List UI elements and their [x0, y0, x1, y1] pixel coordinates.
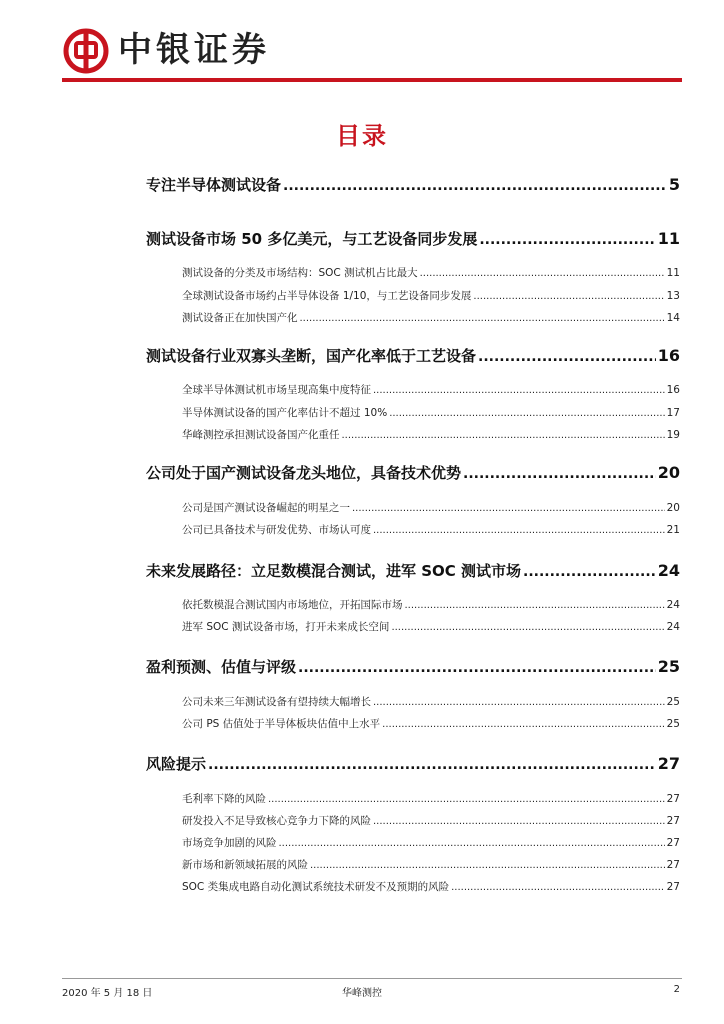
dot-leader	[463, 462, 656, 485]
toc-subsection-title: 进军 SOC 测试设备市场，打开未来成长空间	[182, 621, 390, 633]
toc-subsection[interactable]	[146, 716, 680, 732]
dot-leader	[373, 522, 665, 539]
toc-subsection-page: 27	[666, 859, 680, 871]
toc-section-page: 24	[657, 561, 680, 580]
toc-subsection-page: 19	[666, 429, 680, 441]
toc-subsection[interactable]	[146, 265, 680, 281]
toc-section-title: 盈利预测、估值与评级	[146, 658, 297, 676]
toc-subsection-page: 14	[666, 312, 680, 324]
toc-subsection-title: 半导体测试设备的国产化率估计不超过 10%	[182, 407, 388, 419]
toc-subsection[interactable]	[146, 382, 680, 398]
dot-leader	[310, 857, 665, 874]
dot-leader	[268, 791, 665, 808]
toc-subsection-page: 24	[666, 599, 680, 611]
toc-subsection-title: SOC 类集成电路自动化测试系统技术研发不及预期的风险	[182, 881, 450, 893]
toc-subsection-page: 21	[666, 524, 680, 536]
toc-subsection[interactable]	[146, 427, 680, 443]
brand-name: 中银证券	[118, 30, 270, 70]
dot-leader	[208, 753, 656, 776]
header-rule	[62, 78, 682, 82]
toc-subsection-title: 华峰测控承担测试设备国产化重任	[182, 429, 340, 441]
dot-leader	[389, 405, 664, 422]
toc-title: 目录	[336, 122, 388, 150]
toc-subsection-page: 27	[666, 815, 680, 827]
dot-leader	[382, 716, 664, 733]
toc-subsection-page: 27	[666, 881, 680, 893]
toc-subsection[interactable]	[146, 857, 680, 873]
toc-subsection[interactable]	[146, 879, 680, 895]
toc-subsection-page: 11	[666, 267, 680, 279]
toc-section-page: 5	[668, 175, 680, 194]
toc-section-page: 16	[657, 346, 680, 365]
toc-section[interactable]	[146, 753, 680, 775]
toc-section-title: 公司处于国产测试设备龙头地位，具备技术优势	[146, 464, 462, 482]
toc-subsection[interactable]	[146, 500, 680, 516]
toc-subsection-page: 24	[666, 621, 680, 633]
dot-leader	[473, 288, 664, 305]
toc-subsection-title: 公司已具备技术与研发优势、市场认可度	[182, 524, 371, 536]
dot-leader	[391, 619, 664, 636]
toc-subsection[interactable]	[146, 522, 680, 538]
toc-section[interactable]	[146, 656, 680, 678]
toc-subsection-title: 公司 PS 估值处于半导体板块估值中上水平	[182, 718, 381, 730]
dot-leader	[373, 813, 665, 830]
dot-leader	[283, 174, 667, 197]
toc-section-page: 11	[657, 229, 680, 248]
toc-section[interactable]	[146, 462, 680, 484]
toc-subsection-page: 13	[666, 290, 680, 302]
toc-subsection[interactable]	[146, 405, 680, 421]
company-name: 华峰测控	[342, 988, 382, 999]
footer-rule	[62, 978, 682, 979]
toc-section-page: 25	[657, 657, 680, 676]
toc-subsection-title: 研发投入不足导致核心竞争力下降的风险	[182, 815, 371, 827]
dot-leader	[373, 694, 665, 711]
toc-subsection[interactable]	[146, 597, 680, 613]
dot-leader	[451, 879, 665, 896]
toc-subsection-page: 27	[666, 837, 680, 849]
toc-subsection[interactable]	[146, 791, 680, 807]
toc-section-title: 专注半导体测试设备	[146, 176, 282, 194]
toc-subsection-title: 新市场和新领域拓展的风险	[182, 859, 308, 871]
dot-leader	[478, 345, 656, 368]
toc-subsection-page: 25	[666, 696, 680, 708]
bank-of-china-logo	[62, 27, 110, 75]
toc-subsection[interactable]	[146, 619, 680, 635]
toc-section-page: 20	[657, 463, 680, 482]
toc-subsection-title: 全球半导体测试机市场呈现高集中度特征	[182, 384, 371, 396]
toc-subsection-page: 16	[666, 384, 680, 396]
toc-subsection-title: 毛利率下降的风险	[182, 793, 266, 805]
toc-subsection-page: 25	[666, 718, 680, 730]
page-number: 2	[673, 984, 680, 995]
toc-section[interactable]	[146, 174, 680, 196]
dot-leader	[300, 310, 665, 327]
toc-section[interactable]	[146, 560, 680, 582]
dot-leader	[298, 656, 656, 679]
toc-subsection[interactable]	[146, 288, 680, 304]
toc-subsection[interactable]	[146, 813, 680, 829]
dot-leader	[352, 500, 665, 517]
toc-subsection-title: 公司是国产测试设备崛起的明星之一	[182, 502, 350, 514]
toc-section[interactable]	[146, 345, 680, 367]
toc-subsection-page: 27	[666, 793, 680, 805]
dot-leader	[420, 265, 665, 282]
toc-subsection[interactable]	[146, 310, 680, 326]
toc-section-title: 测试设备行业双寡头垄断，国产化率低于工艺设备	[146, 347, 477, 365]
dot-leader	[405, 597, 665, 614]
dot-leader	[342, 427, 665, 444]
toc-section-title: 风险提示	[146, 755, 207, 773]
toc-subsection-title: 依托数模混合测试国内市场地位，开拓国际市场	[182, 599, 403, 611]
dot-leader	[279, 835, 665, 852]
toc-section-title: 测试设备市场 50 多亿美元，与工艺设备同步发展	[146, 230, 478, 248]
report-date: 2020 年 5 月 18 日	[62, 988, 153, 999]
toc-subsection-title: 公司未来三年测试设备有望持续大幅增长	[182, 696, 371, 708]
toc-subsection-title: 全球测试设备市场约占半导体设备 1/10，与工艺设备同步发展	[182, 290, 472, 302]
dot-leader	[373, 382, 665, 399]
toc-section-title: 未来发展路径：立足数模混合测试，进军 SOC 测试市场	[146, 562, 522, 580]
toc-section-page: 27	[657, 754, 680, 773]
toc-subsection-page: 17	[666, 407, 680, 419]
toc-subsection[interactable]	[146, 835, 680, 851]
toc-section[interactable]	[146, 228, 680, 250]
toc-subsection-title: 测试设备正在加快国产化	[182, 312, 298, 324]
toc-subsection-title: 市场竞争加剧的风险	[182, 837, 277, 849]
toc-subsection[interactable]	[146, 694, 680, 710]
dot-leader	[523, 560, 656, 583]
toc-subsection-page: 20	[666, 502, 680, 514]
toc-subsection-title: 测试设备的分类及市场结构：SOC 测试机占比最大	[182, 267, 418, 279]
dot-leader	[479, 228, 655, 251]
